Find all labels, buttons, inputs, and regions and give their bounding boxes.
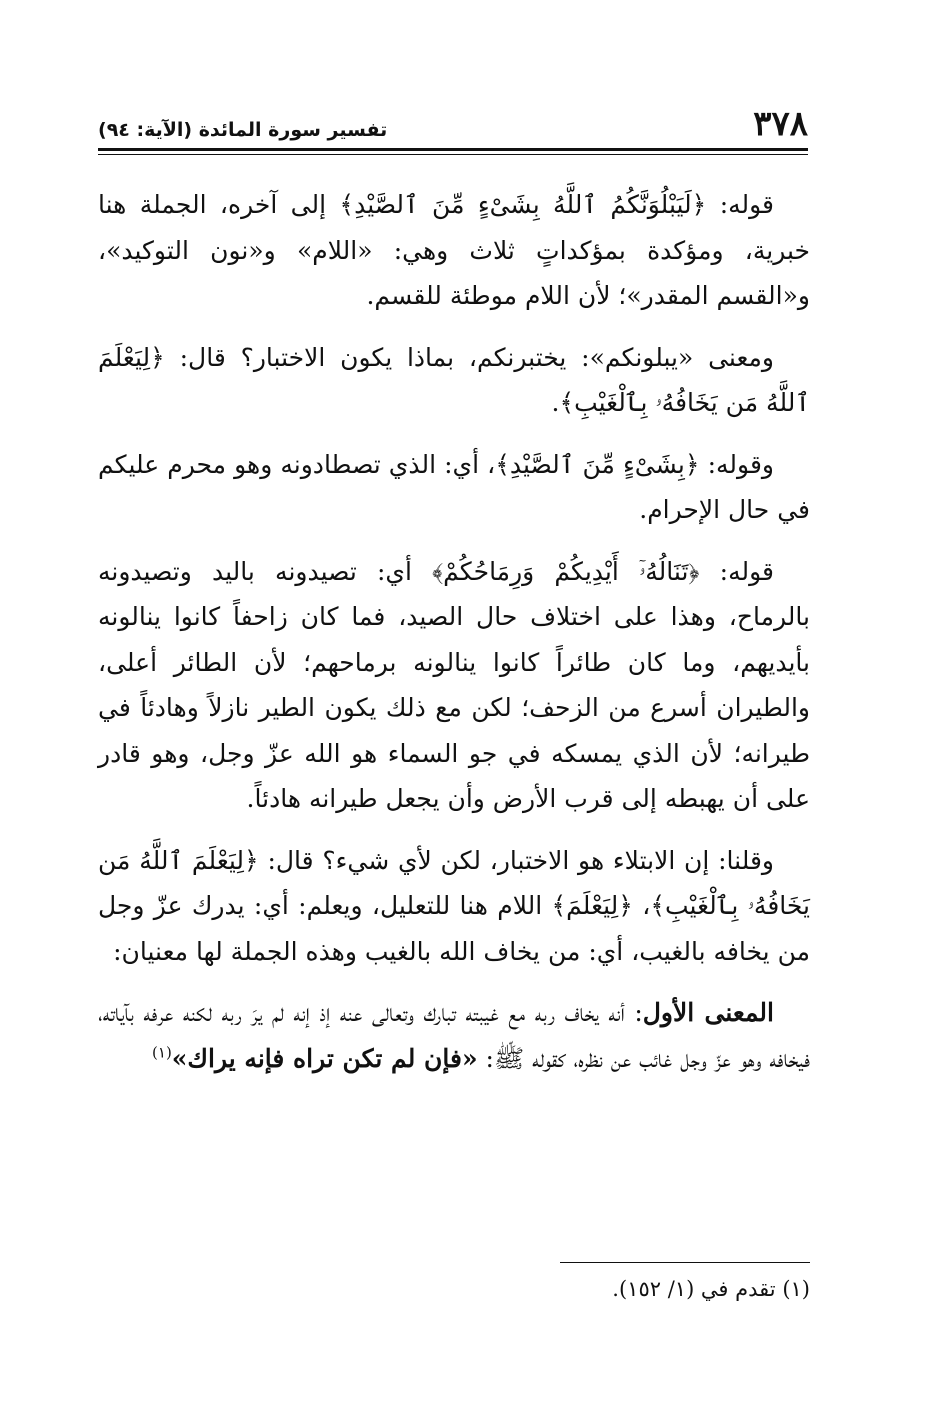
- paragraph-3-lead: وقوله:: [699, 449, 774, 479]
- footnote: (١) تقدم في (١/ ١٥٢).: [612, 1277, 810, 1301]
- paragraph-4-body: أي: تصيدونه باليد وتصيدونه بالرماح، وهذا على اختلاف حال الصيد، فما كان زاحفاً كانوا ينالونه بأيديهم، وما كان طائراً كانوا ينالونه برماحهم؛ لأن الطائر أعلى، والطيران أسرع من الزحف؛ لكن مع ذلك يكون الطير نازلاً وهادئاً في طيرانه؛ لأن الذي يمسكه في جو السماء هو الله عزّ وجل، وهو قادر على أن يهبطه إلى قرب الأرض وأن يجعل طيرانه هادئاً.: [98, 556, 810, 813]
- quran-verse: ﴿لِيَعْلَمَ﴾: [551, 891, 633, 920]
- quran-verse: ﴿لَيَبْلُوَنَّكُمُ ٱللَّهُ بِشَىْءٍ مِّنَ ٱلصَّيْدِ﴾: [339, 190, 707, 219]
- body-text: [98, 182, 810, 1097]
- hadith-quote: «فإن لم تكن تراه فإنه يراك»: [171, 1043, 478, 1073]
- quran-verse: ﴿لِيَعْلَمَ ٱللَّهُ مَن يَخَافُهُۥ بِٱلْغَيْبِ﴾: [98, 342, 810, 417]
- paragraph-5: [98, 838, 810, 975]
- running-title: تفسير سورة المائدة (الآية: ٩٤): [98, 119, 388, 141]
- paragraph-4: [98, 549, 810, 822]
- quran-verse: ﴿بِشَىْءٍ مِّنَ ٱلصَّيْدِ﴾: [495, 449, 700, 479]
- paragraph-3: [98, 442, 810, 533]
- page-header: [98, 100, 808, 144]
- header-rule-thin: [98, 154, 808, 155]
- meaning-heading: المعنى الأول: [642, 998, 774, 1027]
- paragraph-2-lead: ومعنى «يبلونكم»: يختبرنكم، بماذا يكون الاختبار؟ قال:: [164, 342, 774, 372]
- paragraph-6-body: : أنه يخاف ربه مع غيبته تبارك وتعالى عنه إذ إنه لم يرَ ربه لكنه عرفه بآياته، فيخافه وهو عزّ وجل غائب عن نظره، كقوله ﷺ:: [98, 998, 810, 1073]
- footnote-separator: [560, 1262, 810, 1263]
- footnote-reference: (١): [152, 1043, 172, 1062]
- paragraph-1-lead: قوله:: [706, 190, 775, 219]
- paragraph-2: [98, 335, 810, 426]
- quran-verse: ﴿لِيَعْلَمَ ٱللَّهُ مَن يَخَافُهُۥ بِٱلْغَيْبِ﴾: [98, 845, 810, 920]
- paragraph-4-lead: قوله:: [699, 556, 774, 586]
- paragraph-5-body: اللام هنا للتعليل، ويعلم: أي: يدرك عزّ وجل من يخافه بالغيب، أي: من يخاف الله بالغيب وهذه الجملة لها معنيان:: [98, 891, 810, 966]
- paragraph-3-body: ، أي: الذي تصطادونه وهو محرم عليكم في حال الإحرام.: [98, 449, 810, 524]
- paragraph-5-sep: ،: [632, 891, 651, 920]
- paragraph-1-body: إلى آخره، الجملة هنا خبرية، ومؤكدة بمؤكداتٍ ثلاث وهي: «اللام» و«نون التوكيد»، و«القسم المقدر»؛ لأن اللام موطئة للقسم.: [98, 190, 810, 310]
- paragraph-6: [98, 990, 810, 1081]
- paragraph-1: [98, 182, 810, 319]
- quran-verse: ﴿تَنَالُهُۥٓ أَيْدِيكُمْ وَرِمَاحُكُمْ﴾: [432, 556, 700, 586]
- header-rule-thick: [98, 148, 808, 151]
- page-number: ٣٧٨: [753, 104, 808, 144]
- paragraph-5-lead: وقلنا: إن الابتلاء هو الاختبار، لكن لأي شيء؟ قال:: [258, 845, 774, 875]
- paragraph-2-body: .: [551, 388, 560, 417]
